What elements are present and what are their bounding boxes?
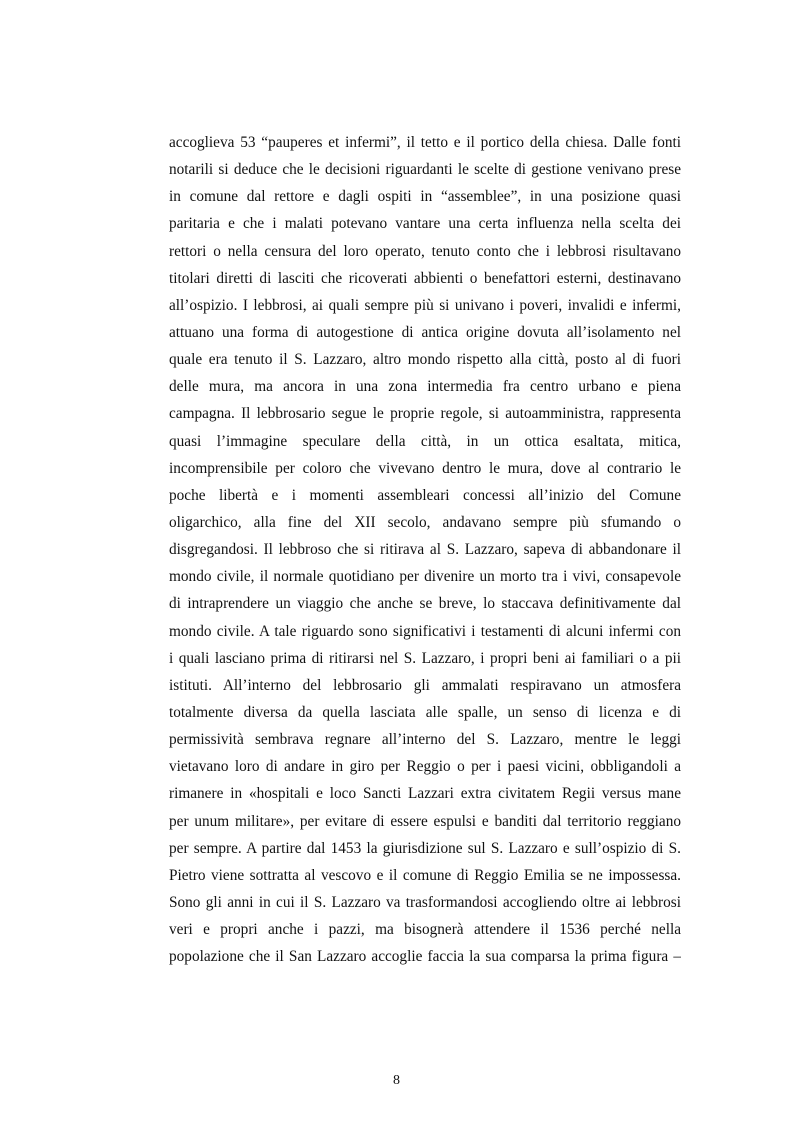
text-line: campagna. Il lebbrosario segue le proprie regole, si autoamministra, rappresenta	[169, 405, 681, 423]
text-line: rettori o nella censura del loro operato, tenuto conto che i lebbrosi risultavano	[169, 242, 681, 260]
text-line: in comune dal rettore e dagli ospiti in “assemblee”, in una posizione quasi	[169, 188, 681, 206]
text-line: notarili si deduce che le decisioni riguardanti le scelte di gestione venivano prese	[169, 161, 681, 179]
text-line: popolazione che il San Lazzaro accoglie faccia la sua comparsa la prima figura –	[169, 948, 681, 966]
text-line: mondo civile. A tale riguardo sono significativi i testamenti di alcuni infermi con	[169, 622, 681, 640]
text-line: attuano una forma di autogestione di antica origine dovuta all’isolamento nel	[169, 323, 681, 341]
text-line: Pietro viene sottratta al vescovo e il comune di Reggio Emilia se ne impossessa.	[169, 866, 681, 884]
text-line: incomprensibile per coloro che vivevano dentro le mura, dove al contrario le	[169, 459, 681, 477]
text-line: all’ospizio. I lebbrosi, ai quali sempre più si univano i poveri, invalidi e infermi,	[169, 296, 681, 314]
text-line: titolari diretti di lasciti che ricoverati abbienti o benefattori esterni, destinavano	[169, 269, 681, 287]
text-line: oligarchico, alla fine del XII secolo, andavano sempre più sfumando o	[169, 513, 681, 531]
text-line: istituti. All’interno del lebbrosario gli ammalati respiravano un atmosfera	[169, 676, 681, 694]
text-line: per unum militare», per evitare di essere espulsi e banditi dal territorio reggiano	[169, 812, 681, 830]
page-number: 8	[393, 1073, 400, 1088]
text-line: veri e propri anche i pazzi, ma bisognerà attendere il 1536 perché nella	[169, 921, 681, 939]
text-line: rimanere in «hospitali e loco Sancti Lazzari extra civitatem Regii versus mane	[169, 785, 681, 803]
text-line: totalmente diversa da quella lasciata alle spalle, un senso di licenza e di	[169, 703, 681, 721]
text-line: mondo civile, il normale quotidiano per divenire un morto tra i vivi, consapevole	[169, 568, 681, 586]
text-line: paritaria e che i malati potevano vantare una certa influenza nella scelta dei	[169, 215, 681, 233]
text-line: di intraprendere un viaggio che anche se breve, lo staccava definitivamente dal	[169, 595, 681, 613]
body-paragraph	[169, 129, 681, 970]
text-line: poche libertà e i momenti assembleari concessi all’inizio del Comune	[169, 486, 681, 504]
text-line: vietavano loro di andare in giro per Reggio o per i paesi vicini, obbligandoli a	[169, 758, 681, 776]
text-line: per sempre. A partire dal 1453 la giurisdizione sul S. Lazzaro e sull’ospizio di S.	[169, 839, 681, 857]
text-line: quale era tenuto il S. Lazzaro, altro mondo rispetto alla città, posto al di fuori	[169, 351, 681, 369]
text-line: permissività sembrava regnare all’interno del S. Lazzaro, mentre le leggi	[169, 731, 681, 749]
text-line: i quali lasciano prima di ritirarsi nel S. Lazzaro, i propri beni ai familiari o a pii	[169, 649, 681, 667]
text-line: quasi l’immagine speculare della città, in un ottica esaltata, mitica,	[169, 432, 681, 450]
text-line: delle mura, ma ancora in una zona intermedia fra centro urbano e piena	[169, 378, 681, 396]
text-line: accoglieva 53 “pauperes et infermi”, il tetto e il portico della chiesa. Dalle fonti	[169, 134, 681, 151]
text-line: Sono gli anni in cui il S. Lazzaro va trasformandosi accogliendo oltre ai lebbrosi	[169, 893, 681, 911]
text-line: disgregandosi. Il lebbroso che si ritirava al S. Lazzaro, sapeva di abbandonare il	[169, 541, 681, 559]
